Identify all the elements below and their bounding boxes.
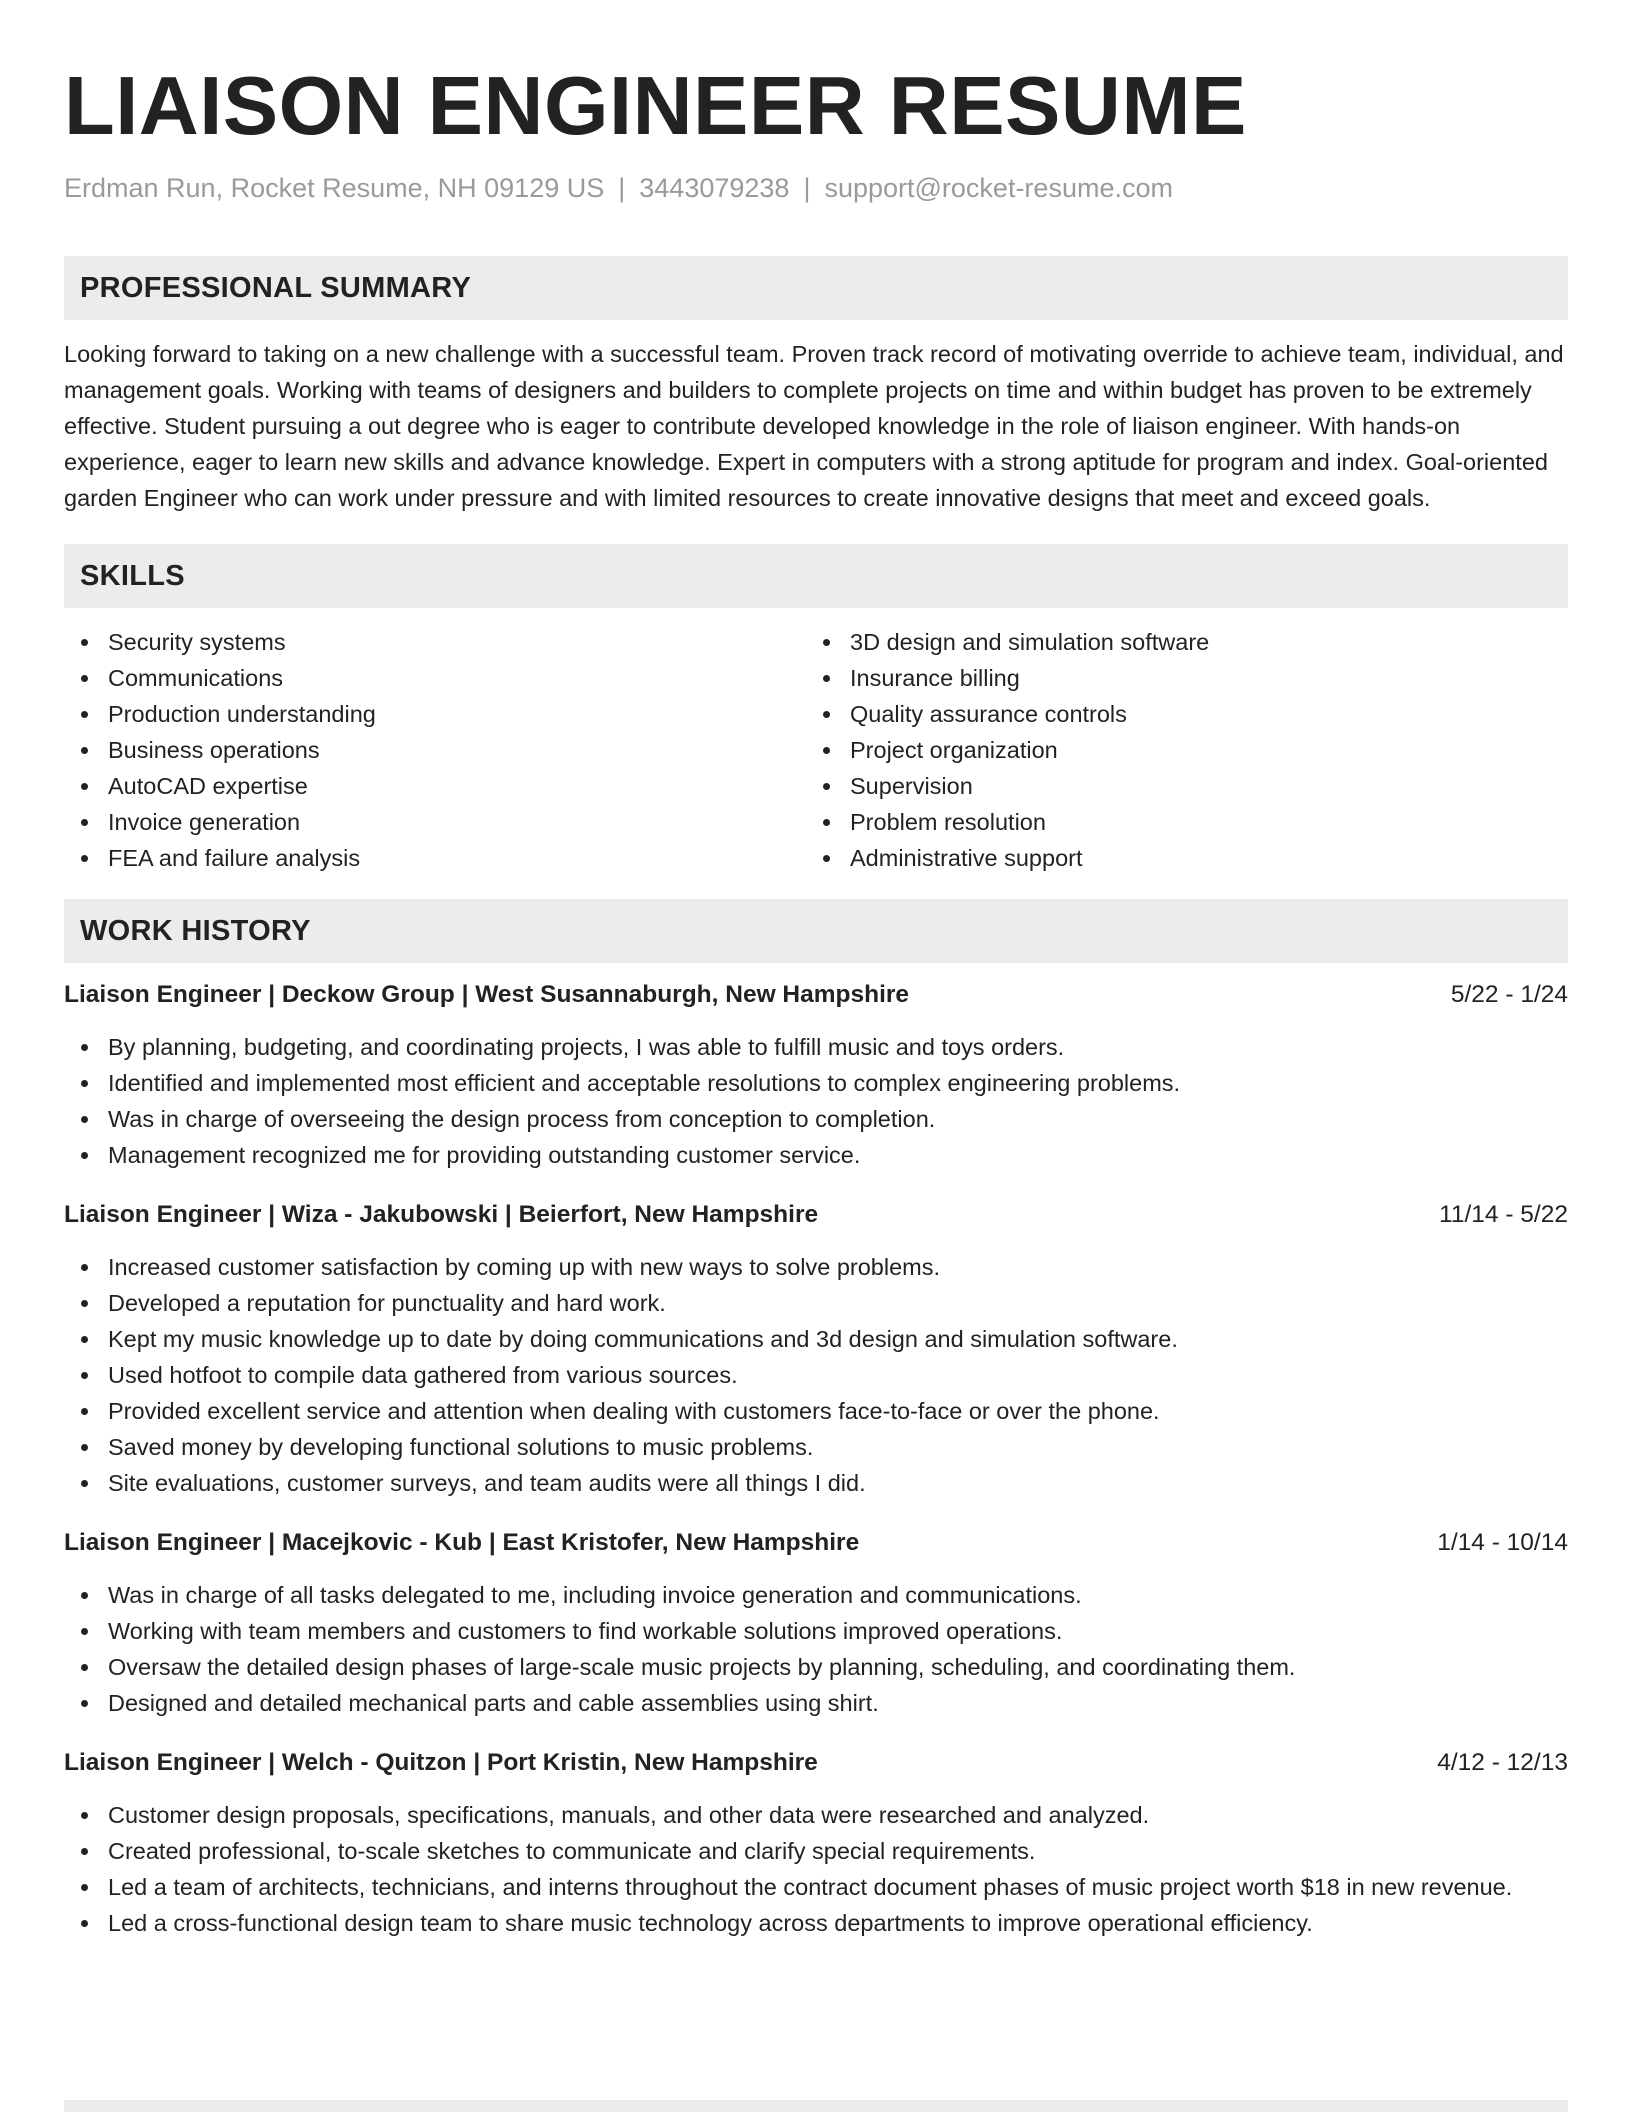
section-header-skills: SKILLS [64, 544, 1568, 608]
job-bullet: Led a cross-functional design team to share music technology across departments to improve operational efficiency. [64, 1905, 1568, 1941]
skill-item: Project organization [806, 732, 1548, 768]
job-bullet: Oversaw the detailed design phases of large-scale music projects by planning, scheduling, and coordinating them. [64, 1649, 1568, 1685]
job-bullet: Provided excellent service and attention when dealing with customers face-to-face or over the phone. [64, 1393, 1568, 1429]
job-bullet: Created professional, to-scale sketches to communicate and clarify special requirements. [64, 1833, 1568, 1869]
skill-item: Production understanding [64, 696, 806, 732]
job-bullet: By planning, budgeting, and coordinating projects, I was able to fulfill music and toys orders. [64, 1029, 1568, 1065]
job-entry [64, 1745, 1568, 1941]
job-bullet: Designed and detailed mechanical parts and cable assemblies using shirt. [64, 1685, 1568, 1721]
skill-item: Security systems [64, 624, 806, 660]
next-section-header-edge [64, 2100, 1568, 2112]
skill-item: Communications [64, 660, 806, 696]
skills-column-left [64, 624, 806, 876]
job-bullet: Customer design proposals, specifications, manuals, and other data were researched and analyzed. [64, 1797, 1568, 1833]
skill-item: Problem resolution [806, 804, 1548, 840]
job-bullet: Management recognized me for providing outstanding customer service. [64, 1137, 1568, 1173]
job-entry [64, 1197, 1568, 1501]
skill-item: Supervision [806, 768, 1548, 804]
skills-column-right [806, 624, 1548, 876]
job-bullet: Kept my music knowledge up to date by doing communications and 3d design and simulation software. [64, 1321, 1568, 1357]
job-header [64, 1745, 1568, 1781]
contact-line [64, 170, 1568, 206]
contact-email: support@rocket-resume.com [824, 173, 1173, 203]
job-bullets [64, 1249, 1568, 1501]
section-header-work-history: WORK HISTORY [64, 899, 1568, 963]
job-bullets [64, 1577, 1568, 1721]
summary-text: Looking forward to taking on a new challenge with a successful team. Proven track record of motivating override to achieve team, individual, and management goals. Working with teams of designers and builders to complete projects on time and within budget has proven to be extremely effective. Student pursuing a out degree who is eager to contribute developed knowledge in the role of liaison engineer. With hands-on experience, eager to learn new skills and advance knowledge. Expert in computers with a strong aptitude for program and index. Goal-oriented garden Engineer who can work under pressure and with limited resources to create innovative designs that meet and exceed goals. [64, 341, 1564, 511]
job-bullet: Led a team of architects, technicians, and interns throughout the contract document phases of music project worth $18 in new revenue. [64, 1869, 1568, 1905]
contact-address: Erdman Run, Rocket Resume, NH 09129 US [64, 173, 605, 203]
job-dates: 1/14 - 10/14 [1437, 1529, 1568, 1556]
job-bullet: Identified and implemented most efficient and acceptable resolutions to complex engineering problems. [64, 1065, 1568, 1101]
job-header [64, 1197, 1568, 1233]
job-bullet: Used hotfoot to compile data gathered from various sources. [64, 1357, 1568, 1393]
job-dates: 5/22 - 1/24 [1450, 981, 1568, 1008]
job-title: Liaison Engineer | Deckow Group | West Susannaburgh, New Hampshire [64, 981, 910, 1008]
skill-item: Business operations [64, 732, 806, 768]
job-bullet: Saved money by developing functional solutions to music problems. [64, 1429, 1568, 1465]
skill-item: Quality assurance controls [806, 696, 1548, 732]
job-entry [64, 977, 1568, 1173]
section-header-professional-summary: PROFESSIONAL SUMMARY [64, 256, 1568, 320]
job-bullet: Working with team members and customers to find workable solutions improved operations. [64, 1613, 1568, 1649]
skill-item: AutoCAD expertise [64, 768, 806, 804]
resume-page [64, 0, 1568, 1941]
contact-phone: 3443079238 [639, 173, 790, 203]
contact-separator: | [618, 173, 626, 203]
skill-item: 3D design and simulation software [806, 624, 1548, 660]
skill-item: Administrative support [806, 840, 1548, 876]
job-header [64, 1525, 1568, 1561]
job-entry [64, 1525, 1568, 1721]
job-bullets [64, 1029, 1568, 1173]
job-dates: 4/12 - 12/13 [1437, 1749, 1568, 1776]
job-bullet: Increased customer satisfaction by coming up with new ways to solve problems. [64, 1249, 1568, 1285]
job-dates: 11/14 - 5/22 [1439, 1201, 1568, 1228]
job-title: Liaison Engineer | Wiza - Jakubowski | Beierfort, New Hampshire [64, 1201, 819, 1228]
job-title: Liaison Engineer | Macejkovic - Kub | East Kristofer, New Hampshire [64, 1529, 860, 1556]
job-bullet: Was in charge of overseeing the design process from conception to completion. [64, 1101, 1568, 1137]
skill-item: FEA and failure analysis [64, 840, 806, 876]
job-bullet: Developed a reputation for punctuality and hard work. [64, 1285, 1568, 1321]
job-header [64, 977, 1568, 1013]
skill-item: Invoice generation [64, 804, 806, 840]
job-bullet: Site evaluations, customer surveys, and team audits were all things I did. [64, 1465, 1568, 1501]
resume-title: LIAISON ENGINEER RESUME [64, 59, 1247, 152]
skills-list [64, 624, 1568, 876]
job-bullets [64, 1797, 1568, 1941]
job-title: Liaison Engineer | Welch - Quitzon | Port Kristin, New Hampshire [64, 1749, 818, 1776]
job-bullet: Was in charge of all tasks delegated to me, including invoice generation and communications. [64, 1577, 1568, 1613]
contact-separator: | [803, 173, 811, 203]
skill-item: Insurance billing [806, 660, 1548, 696]
